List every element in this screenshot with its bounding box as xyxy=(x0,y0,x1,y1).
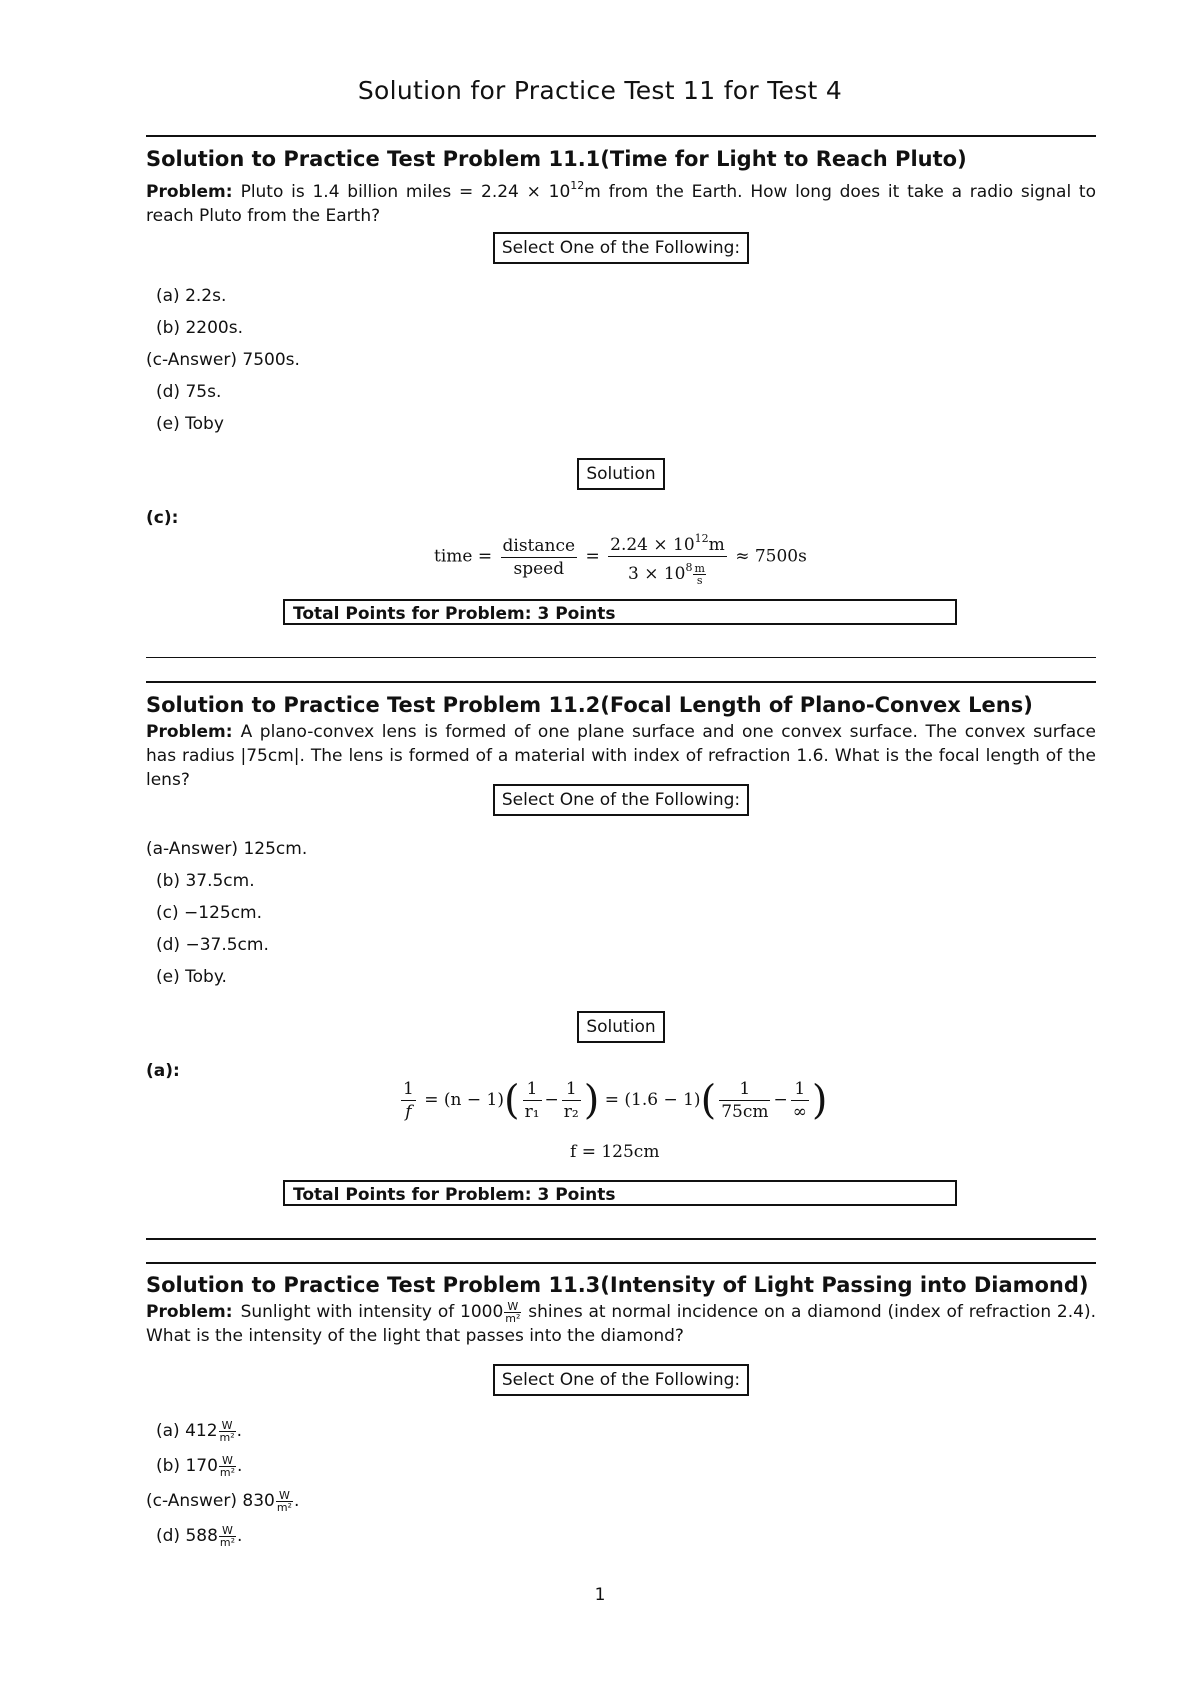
numerator: 1 xyxy=(403,1079,414,1099)
unit-den: s xyxy=(696,574,703,587)
unit-fraction xyxy=(219,1420,236,1443)
fraction-1-over-f xyxy=(401,1078,416,1123)
section-rule xyxy=(146,1238,1096,1240)
unit-num: W xyxy=(219,1525,236,1537)
problem-statement xyxy=(146,1300,1096,1348)
fraction-1-over-r2 xyxy=(562,1078,581,1123)
unit-den: m² xyxy=(276,1500,292,1514)
total-points-box: Total Points for Problem: 3 Points xyxy=(283,599,957,625)
eq-value-term: = (1.6 − 1) xyxy=(604,1090,701,1110)
eq-index-term: = (n − 1) xyxy=(424,1090,504,1110)
denominator: ∞ xyxy=(792,1102,807,1122)
option-c-answer xyxy=(146,1484,1096,1519)
problem-text: A plano-convex lens is formed of one plane surface and one convex surface. The convex surface has radius |75cm|. The lens is formed of a material with index of refraction 1.6. What is the focal length of the lens? xyxy=(146,722,1096,790)
paren-close: ) xyxy=(583,1077,600,1124)
page-number: 1 xyxy=(594,1585,606,1605)
problem-label: Problem: xyxy=(146,182,233,202)
problem-text: shines at normal incidence on a diamond (index of refraction 2.4). What is the intensity of the light that passes into the diamond? xyxy=(146,1302,1096,1346)
paren-open: ( xyxy=(700,1077,717,1124)
problem-statement xyxy=(146,174,1096,228)
option-c-answer: (c-Answer) 7500s. xyxy=(146,350,300,370)
total-points-box: Total Points for Problem: 3 Points xyxy=(283,1180,957,1206)
option-b: (b) 37.5cm. xyxy=(156,871,255,891)
select-box-row xyxy=(146,784,1096,816)
fraction-1-over-75cm xyxy=(719,1078,770,1123)
section-rule xyxy=(146,657,1096,658)
unit-num: W xyxy=(219,1455,236,1467)
lensmaker-equation xyxy=(398,1078,828,1123)
unit-fraction xyxy=(693,563,705,586)
fraction-values xyxy=(608,528,727,586)
denominator: speed xyxy=(513,558,565,579)
denominator: 75cm xyxy=(721,1102,769,1122)
answer-label: (c): xyxy=(146,508,179,528)
option-suffix: . xyxy=(293,1491,300,1511)
option-text: (b) 170 xyxy=(156,1456,218,1476)
denominator xyxy=(401,1101,416,1123)
unit-fraction xyxy=(219,1525,236,1548)
denominator: r₁ xyxy=(524,1102,540,1122)
option-e: (e) Toby. xyxy=(156,967,227,987)
section-rule xyxy=(146,681,1096,683)
option-a xyxy=(146,1414,1096,1449)
unit-den: m² xyxy=(219,1535,236,1549)
unit-num: W xyxy=(276,1490,293,1502)
option-suffix: . xyxy=(237,1526,243,1546)
num-text: 2.24 × 10 xyxy=(610,535,695,555)
answer-options xyxy=(146,1414,1096,1554)
problem-text: Pluto is 1.4 billion miles = 2.24 × 10 xyxy=(240,182,571,202)
fraction-1-over-r1 xyxy=(523,1078,542,1123)
equals: = xyxy=(585,546,600,567)
numerator: distance xyxy=(502,535,576,556)
option-text: (c-Answer) 830 xyxy=(146,1491,275,1511)
answer-options xyxy=(146,833,1096,993)
select-one-label: Select One of the Following: xyxy=(493,232,749,264)
answer-options xyxy=(146,280,1096,440)
fraction-1-over-infinity xyxy=(791,1078,809,1123)
den-text: 3 × 10 xyxy=(627,564,686,584)
problem-11-3 xyxy=(146,1272,1096,1348)
answer-label: (a): xyxy=(146,1061,180,1081)
select-one-label: Select One of the Following: xyxy=(493,1364,749,1396)
focal-length-result: f = 125cm xyxy=(570,1142,660,1162)
time-equation xyxy=(434,528,807,586)
numerator xyxy=(608,528,727,557)
numerator: 1 xyxy=(562,1078,581,1101)
exponent: 8 xyxy=(685,561,693,574)
problem-label: Problem: xyxy=(146,722,233,742)
unit-den: m² xyxy=(505,1311,521,1325)
page-title: Solution for Practice Test 11 for Test 4 xyxy=(357,76,843,105)
numerator: 1 xyxy=(523,1078,542,1101)
num-unit: m xyxy=(708,535,725,555)
option-b xyxy=(146,1449,1096,1484)
option-text: (d) 588 xyxy=(156,1526,218,1546)
symbol-f: f xyxy=(405,1102,412,1122)
problem-text: m from the Earth. How long does it take a radio signal to reach Pluto from the Earth? xyxy=(146,182,1096,226)
eq-result: ≈ 7500s xyxy=(735,546,807,567)
numerator: 1 xyxy=(791,1078,809,1101)
unit-den: m² xyxy=(219,1465,236,1479)
problem-text: Sunlight with intensity of 1000 xyxy=(240,1302,504,1322)
minus: − xyxy=(544,1090,559,1110)
option-a: (a) 2.2s. xyxy=(156,286,227,306)
paren-close: ) xyxy=(811,1077,828,1124)
option-b: (b) 2200s. xyxy=(156,318,243,338)
option-d xyxy=(146,1519,1096,1554)
unit-num: W xyxy=(504,1301,521,1313)
minus: − xyxy=(773,1090,788,1110)
select-box-row xyxy=(146,1364,1096,1396)
exponent: 12 xyxy=(694,532,709,545)
option-d: (d) 75s. xyxy=(156,382,222,402)
solution-label: Solution xyxy=(577,1011,664,1043)
section-rule xyxy=(146,1262,1096,1264)
problem-label: Problem: xyxy=(146,1302,233,1322)
denominator: r₂ xyxy=(563,1102,579,1122)
solution-label: Solution xyxy=(577,458,664,490)
option-d: (d) −37.5cm. xyxy=(156,935,269,955)
option-a-answer: (a-Answer) 125cm. xyxy=(146,839,308,859)
option-text: (a) 412 xyxy=(156,1421,218,1441)
eq-lhs: time = xyxy=(434,546,493,567)
unit-fraction xyxy=(219,1455,236,1478)
unit-num: W xyxy=(219,1420,236,1432)
unit-den: m² xyxy=(219,1430,235,1444)
solution-box-row xyxy=(146,1011,1096,1043)
problem-heading: Solution to Practice Test Problem 11.3(Intensity of Light Passing into Diamond) xyxy=(146,1273,1089,1297)
option-suffix: . xyxy=(237,1456,243,1476)
problem-heading: Solution to Practice Test Problem 11.1(Time for Light to Reach Pluto) xyxy=(146,147,967,171)
problem-11-2 xyxy=(146,692,1096,792)
solution-box-row xyxy=(146,458,1096,490)
exponent: 12 xyxy=(570,179,585,192)
select-box-row xyxy=(146,232,1096,264)
problem-statement xyxy=(146,720,1096,792)
select-one-label: Select One of the Following: xyxy=(493,784,749,816)
problem-11-1 xyxy=(146,146,1096,228)
option-suffix: . xyxy=(236,1421,243,1441)
option-e: (e) Toby xyxy=(156,414,224,434)
denominator xyxy=(608,557,727,586)
option-c: (c) −125cm. xyxy=(156,903,263,923)
numerator: 1 xyxy=(719,1078,770,1101)
unit-num: m xyxy=(694,562,705,575)
paren-open: ( xyxy=(503,1077,520,1124)
unit-fraction xyxy=(504,1301,521,1324)
section-rule xyxy=(146,135,1096,137)
unit-fraction xyxy=(276,1490,293,1513)
fraction-distance-speed xyxy=(501,535,578,580)
problem-heading: Solution to Practice Test Problem 11.2(Focal Length of Plano-Convex Lens) xyxy=(146,693,1033,717)
